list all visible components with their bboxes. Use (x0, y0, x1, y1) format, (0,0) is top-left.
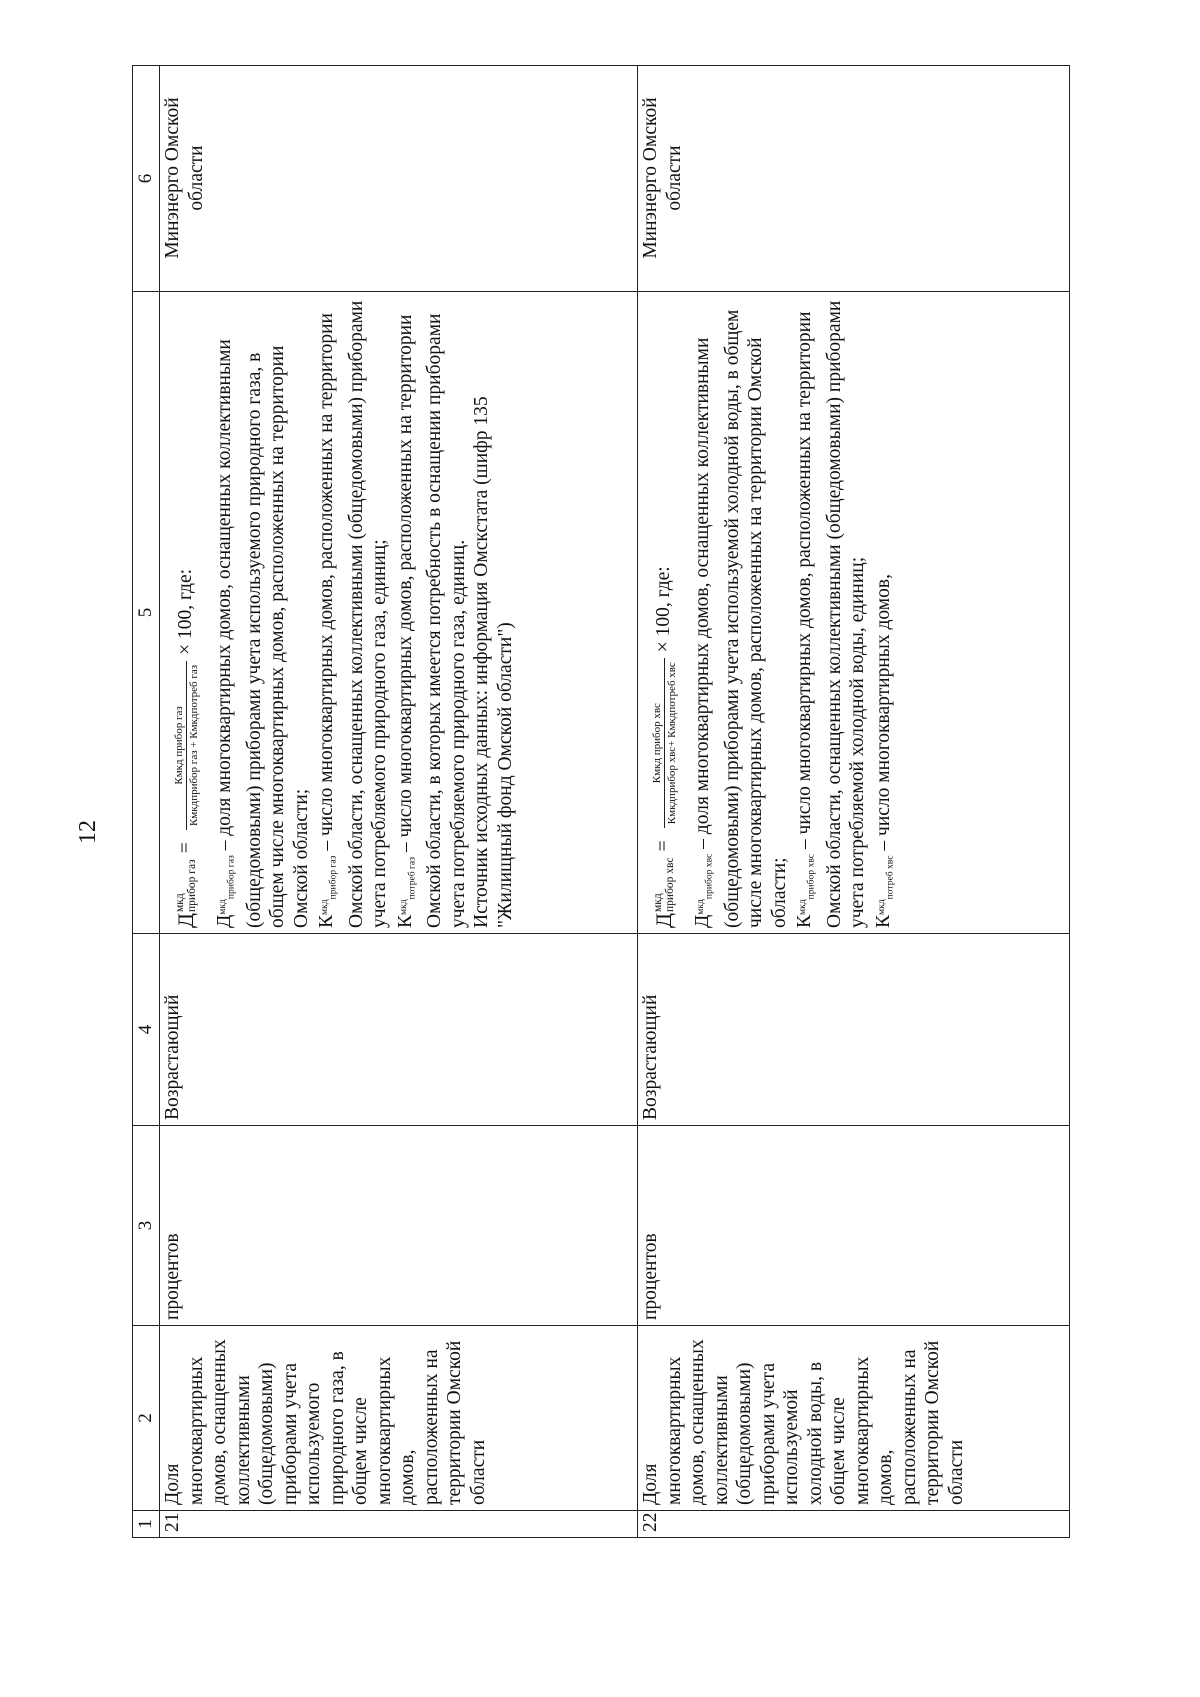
fraction-numerator: Кмкд прибор газ (172, 706, 185, 785)
equals-sign: = (652, 840, 675, 852)
definition: $Д^{мкд}_{прибор хвс}$ – доля многоквартирных домов, оснащенных коллективными (общедомовыми) приборами учета используемой холодной воды, в общем числе многоквартирных домов, расположенных на территории Омской области; (691, 309, 790, 928)
fraction-denominator: Кмкдприбор газ + Кмкдпотреб газ (186, 661, 200, 830)
indicator-name: Доля многоквартирных домов, оснащенных коллективными (общедомовыми) приборами учета используемой холодной воды, в общем числе многоквартирных домов, расположенных на территории Омской области (638, 1326, 1070, 1511)
unit-of-measure: процентов (638, 1126, 1070, 1326)
calculation-method (638, 292, 1070, 934)
definition: $Д^{мкд}_{прибор газ}$ – доля многоквартирных домов, оснащенных коллективными (общедомовыми) приборами учета используемого природного газа, в общем числе многоквартирных домов, расположенных на территории Омской области; (213, 339, 312, 928)
responsible-body: Минэнерго Омской области (160, 66, 638, 292)
page-number: 12 (75, 820, 101, 844)
formula-tail: × 100, где: (175, 568, 197, 655)
col-header-4: 4 (133, 934, 160, 1126)
col-header-6: 6 (133, 66, 160, 292)
formula-lhs: Д мкд прибор хвс (651, 857, 676, 928)
col-header-1: 1 (133, 1511, 160, 1538)
column-number-header (133, 66, 160, 1538)
indicators-table (132, 65, 1070, 1538)
formula-fraction (173, 661, 200, 830)
trend-direction: Возрастающий (638, 934, 1070, 1126)
data-source: Источник исходных данных: информация Омскстата (шифр 135 "Жилищный фонд Омской области") (471, 396, 516, 928)
table-row (638, 66, 1070, 1538)
formula (639, 296, 689, 928)
fraction-denominator: Кмкдприбор хвс+ Кмкдпотреб хвс (664, 658, 678, 828)
col-header-5: 5 (133, 292, 160, 934)
equals-sign: = (174, 842, 197, 854)
formula (161, 296, 211, 928)
col-header-3: 3 (133, 1126, 160, 1326)
row-number: 21 (160, 1511, 638, 1538)
formula-lhs: Д мкд прибор газ (173, 859, 198, 928)
rotated-page-content (132, 66, 1070, 1538)
formula-tail: × 100, где: (653, 566, 675, 653)
fraction-numerator: Кмкд прибор хвс (650, 703, 663, 784)
table-row (160, 66, 638, 1538)
row-number: 22 (638, 1511, 1070, 1538)
unit-of-measure: процентов (160, 1126, 638, 1326)
definition: $К^{мкд}_{потреб газ}$ – число многоквартирных домов, расположенных на территории Омской области, в которых имеется потребность в оснащении приборами учета потребляемого природного газа, единиц. (394, 313, 469, 928)
responsible-body: Минэнерго Омской области (638, 66, 1070, 292)
definition: $К^{мкд}_{прибор газ}$ – число многоквартирных домов, расположенных на территории Омской области, оснащенных коллективными (общедомовыми) приборами учета потребляемого природного газа, единиц; (315, 300, 391, 928)
definition: $К^{мкд}_{прибор хвс}$ – число многоквартирных домов, расположенных на территории Омской области, оснащенных коллективными (общедомовыми) приборами учета потребляемой холодной воды, единиц; (793, 300, 869, 928)
formula-fraction (651, 658, 678, 828)
col-header-2: 2 (133, 1326, 160, 1511)
trend-direction: Возрастающий (160, 934, 638, 1126)
calculation-method (160, 292, 638, 934)
definition: $К^{мкд}_{потреб хвс}$ – число многоквартирных домов, (872, 574, 895, 928)
indicator-name: Доля многоквартирных домов, оснащенных коллективными (общедомовыми) приборами учета используемого природного газа, в общем числе многоквартирных домов, расположенных на территории Омской области (160, 1326, 638, 1511)
